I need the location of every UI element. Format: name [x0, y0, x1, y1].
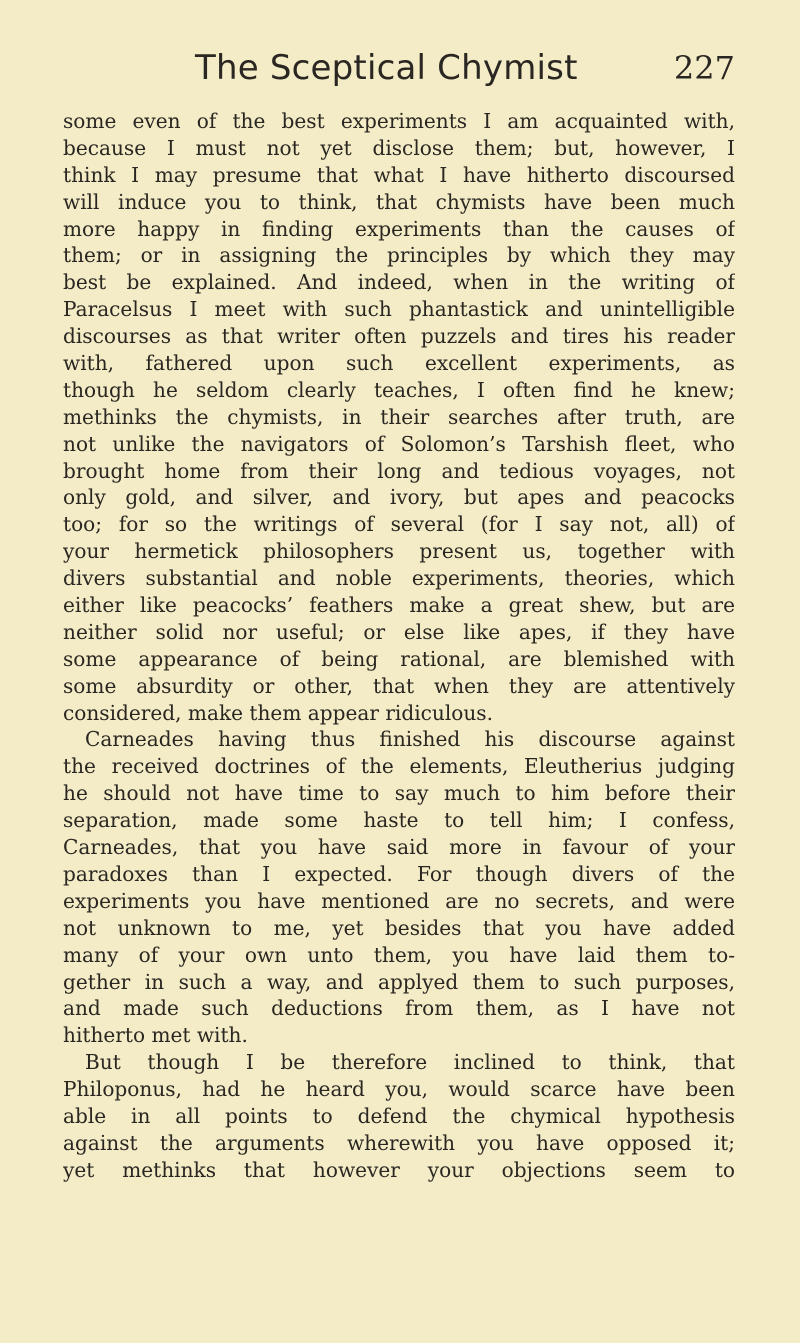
text-line: them; or in assigning the principles by which they may [63, 243, 735, 268]
text-line: able in all points to defend the chymical hypothesis [63, 1103, 735, 1128]
text-line: gether in such a way, and applyed them to such purposes, [63, 969, 735, 994]
text-line: with, fathered upon such excellent experiments, as [63, 351, 735, 376]
text-line: your hermetick philosophers present us, together with [63, 539, 735, 564]
text-line: not unknown to me, yet besides that you have added [63, 915, 735, 940]
text-line: and made such deductions from them, as I have not [63, 996, 735, 1021]
text-line: Philoponus, had he heard you, would scarce have been [63, 1077, 735, 1102]
text-line: divers substantial and noble experiments, theories, which [63, 566, 735, 591]
text-line: either like peacocks’ feathers make a great shew, but are [63, 593, 735, 618]
text-line: not unlike the navigators of Solomon’s Tarshish fleet, who [63, 431, 735, 456]
text-line: methinks the chymists, in their searches after truth, are [63, 404, 735, 429]
text-line: some appearance of being rational, are blemished with [63, 646, 735, 671]
text-line: Paracelsus I meet with such phantastick and unintelligible [63, 297, 735, 322]
text-line: some absurdity or other, that when they are attentively [63, 673, 735, 698]
body-text [63, 108, 735, 1184]
text-line: only gold, and silver, and ivory, but apes and peacocks [63, 485, 735, 510]
text-line: more happy in finding experiments than the causes of [63, 216, 735, 241]
text-line: think I may presume that what I have hitherto discoursed [63, 162, 735, 187]
text-line: against the arguments wherewith you have opposed it; [63, 1130, 735, 1155]
running-title: The Sceptical Chymist [195, 48, 578, 88]
text-line: the received doctrines of the elements, Eleutherius judging [63, 754, 735, 779]
text-line: considered, make them appear ridiculous. [63, 700, 494, 725]
text-line: yet methinks that however your objections seem to [63, 1157, 735, 1182]
text-line: neither solid nor useful; or else like apes, if they have [63, 619, 735, 644]
page-number: 227 [673, 49, 735, 87]
text-line: hitherto met with. [63, 1023, 248, 1048]
text-line: experiments you have mentioned are no secrets, and were [63, 888, 735, 913]
text-line: too; for so the writings of several (for I say not, all) of [63, 512, 735, 537]
text-line: Carneades having thus finished his discourse against [85, 727, 735, 752]
text-line: best be explained. And indeed, when in the writing of [63, 270, 735, 295]
running-head [195, 46, 735, 90]
text-line: paradoxes than I expected. For though divers of the [63, 861, 735, 886]
text-line: separation, made some haste to tell him; I confess, [63, 808, 735, 833]
text-line: some even of the best experiments I am acquainted with, [63, 109, 735, 133]
text-line: he should not have time to say much to him before their [63, 781, 735, 806]
text-line: Carneades, that you have said more in favour of your [63, 835, 735, 860]
text-line: though he seldom clearly teaches, I often find he knew; [63, 377, 735, 402]
text-line: brought home from their long and tedious voyages, not [63, 458, 735, 483]
text-line: But though I be therefore inclined to think, that [85, 1050, 735, 1075]
text-line: discourses as that writer often puzzels and tires his reader [63, 324, 735, 349]
text-line: because I must not yet disclose them; but, however, I [63, 135, 735, 160]
text-line: many of your own unto them, you have laid them to- [63, 942, 735, 967]
text-line: will induce you to think, that chymists have been much [63, 189, 735, 214]
